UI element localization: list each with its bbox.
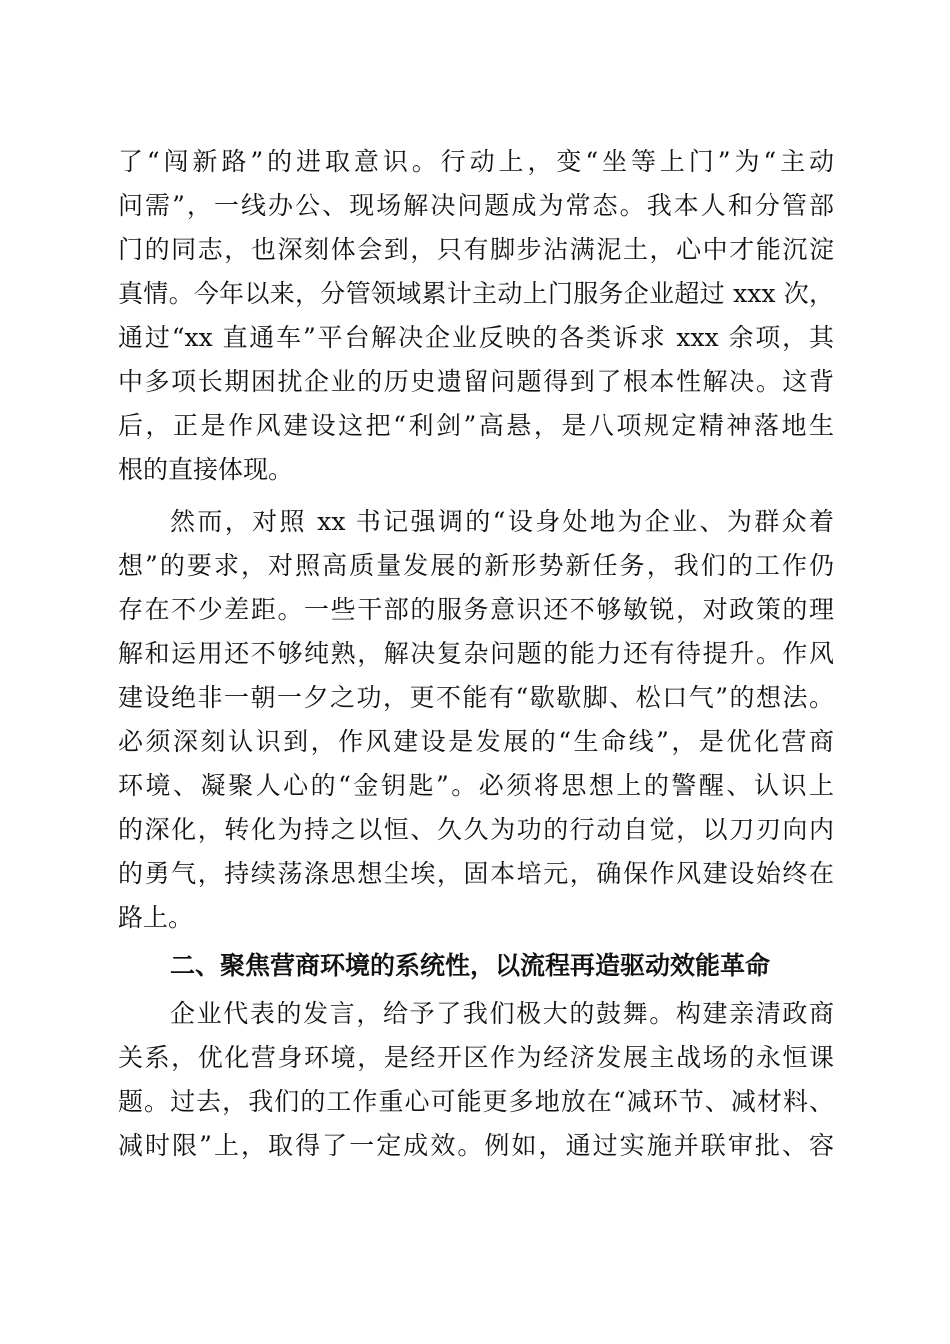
section-heading: 二、聚焦营商环境的系统性，以流程再造驱动效能革命 [170, 951, 771, 980]
paragraph-first-line: 企业代表的发言，给予了我们极大的鼓舞。构建亲清政商 [170, 999, 834, 1028]
text-line: 后，正是作风建设这把“利剑”高悬，是八项规定精神落地生 [118, 411, 834, 440]
text-line: 减时限”上，取得了一定成效。例如，通过实施并联审批、容 [118, 1131, 834, 1160]
text-line: 问需”，一线办公、现场解决问题成为常态。我本人和分管部 [118, 191, 834, 220]
text-line: 解和运用还不够纯熟，解决复杂问题的能力还有待提升。作风 [118, 639, 834, 668]
text-line: 题。过去，我们的工作重心可能更多地放在“减环节、减材料、 [118, 1087, 834, 1116]
text-line: 的勇气，持续荡涤思想尘埃，固本培元，确保作风建设始终在 [118, 859, 834, 888]
text-line: 环境、凝聚人心的“金钥匙”。必须将思想上的警醒、认识上 [118, 771, 834, 800]
text-line: 的深化，转化为持之以恒、久久为功的行动自觉，以刀刃向内 [118, 815, 834, 844]
text-line: 中多项长期困扰企业的历史遗留问题得到了根本性解决。这背 [118, 367, 834, 396]
text-line: 通过“xx 直通车”平台解决企业反映的各类诉求 xxx 余项，其 [118, 323, 834, 352]
text-line: 必须深刻认识到，作风建设是发展的“生命线”，是优化营商 [118, 727, 834, 756]
text-line: 门的同志，也深刻体会到，只有脚步沾满泥土，心中才能沉淀 [118, 235, 834, 264]
text-line: 建设绝非一朝一夕之功，更不能有“歇歇脚、松口气”的想法。 [118, 683, 834, 712]
text-line: 真情。今年以来，分管领域累计主动上门服务企业超过 xxx 次， [118, 279, 834, 308]
paragraph-first-line: 然而，对照 xx 书记强调的“设身处地为企业、为群众着 [170, 507, 834, 536]
text-line: 想”的要求，对照高质量发展的新形势新任务，我们的工作仍 [118, 551, 834, 580]
text-line: 根的直接体现。 [118, 455, 294, 484]
text-line: 存在不少差距。一些干部的服务意识还不够敏锐，对政策的理 [118, 595, 834, 624]
text-line: 了“闯新路”的进取意识。行动上，变“坐等上门”为“主动 [118, 147, 834, 176]
text-line: 关系，优化营身环境，是经开区作为经济发展主战场的永恒课 [118, 1043, 834, 1072]
text-line: 路上。 [118, 903, 194, 932]
